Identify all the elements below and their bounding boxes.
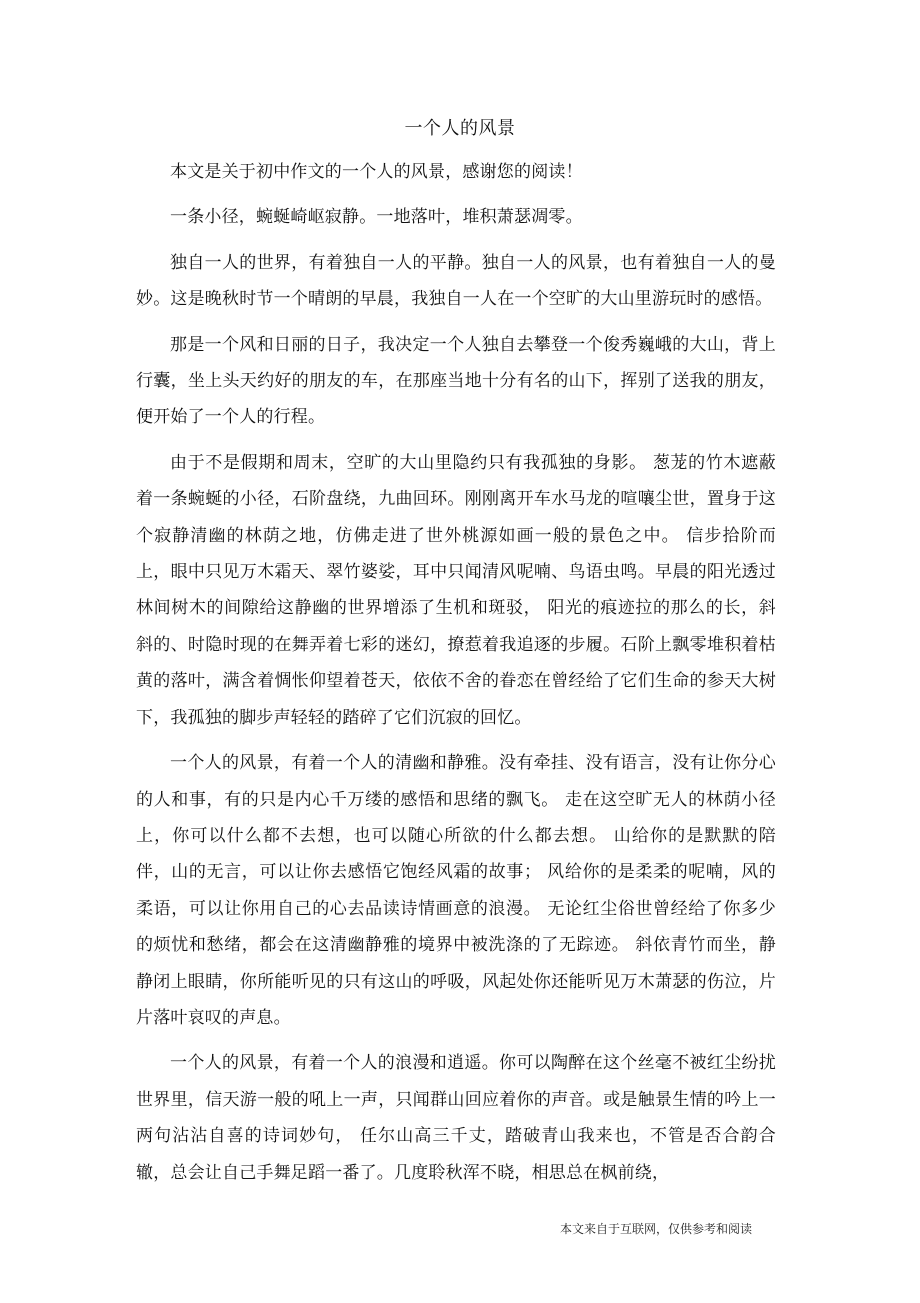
- document-body: [136, 154, 776, 1200]
- paragraph-quiet-elegance: 一个人的风景，有着一个人的清幽和静雅。没有牵挂、没有语言，没有让你分心的人和事，有的只是内心千万缕的感悟和思绪的飘飞。 走在这空旷无人的林荫小径上，你可以什么都不去想，也可以随心所欲的什么都去想。 山给你的是默默的陪伴，山的无言，可以让你去感悟它饱经风霜的故事； 风给你的是柔柔的呢喃，风的柔语，可以让你用自己的心去品读诗情画意的浪漫。 无论红尘俗世曾经给了你多少的烦忧和愁绪，都会在这清幽静雅的境界中被洗涤的了无踪迹。 斜依青竹而坐，静静闭上眼睛，你所能听见的只有这山的呼吸，风起处你还能听见万木萧瑟的伤泣，片片落叶哀叹的声息。: [136, 753, 776, 1028]
- paragraph-journey: 那是一个风和日丽的日子，我决定一个人独自去攀登一个俊秀巍峨的大山，背上行囊，坐上头天约好的朋友的车，在那座当地十分有名的山下，挥别了送我的朋友，便开始了一个人的行程。: [136, 334, 776, 428]
- paragraph-path: 一条小径，蜿蜒崎岖寂静。一地落叶，堆积萧瑟凋零。: [170, 207, 583, 228]
- footer-note: 本文来自于互联网，仅供参考和阅读: [559, 1222, 752, 1236]
- paragraph-solitude: 独自一人的世界，有着独自一人的平静。独自一人的风景，也有着独自一人的曼妙。这是晚秋时节一个晴朗的早晨，我独自一人在一个空旷的大山里游玩时的感悟。: [136, 252, 776, 310]
- document-title: 一个人的风景: [404, 118, 516, 139]
- paragraph-intro: 本文是关于初中作文的一个人的风景，感谢您的阅读！: [170, 162, 583, 182]
- paragraph-mountain-scene: 由于不是假期和周末，空旷的大山里隐约只有我孤独的身影。 葱茏的竹木遮蔽着一条蜿蜒的小径，石阶盘绕，九曲回环。刚刚离开车水马龙的喧嚷尘世，置身于这个寂静清幽的林荫之地，仿佛走进了世外桃源如画一般的景色之中。 信步拾阶而上，眼中只见万木霜天、翠竹婆娑，耳中只闻清风呢喃、鸟语虫鸣。早晨的阳光透过林间树木的间隙给这静幽的世界增添了生机和斑驳， 阳光的痕迹拉的那么的长，斜斜的、时隐时现的在舞弄着七彩的迷幻，撩惹着我追逐的步履。石阶上飘零堆积着枯黄的落叶，满含着惆怅仰望着苍天，依依不舍的眷恋在曾经给了它们生命的参天大树下，我孤独的脚步声轻轻的踏碎了它们沉寂的回忆。: [136, 452, 776, 728]
- paragraph-romance: 一个人的风景，有着一个人的浪漫和逍遥。你可以陶醉在这个丝毫不被红尘纷扰世界里，信天游一般的吼上一声，只闻群山回应着你的声音。或是触景生情的吟上一两句沾沾自喜的诗词妙句， 任尔山高三千丈，踏破青山我来也，不管是否合韵合辙，总会让自己手舞足蹈一番了。几度聆秋浑不晓，相思总在枫前绕，: [136, 1053, 776, 1183]
